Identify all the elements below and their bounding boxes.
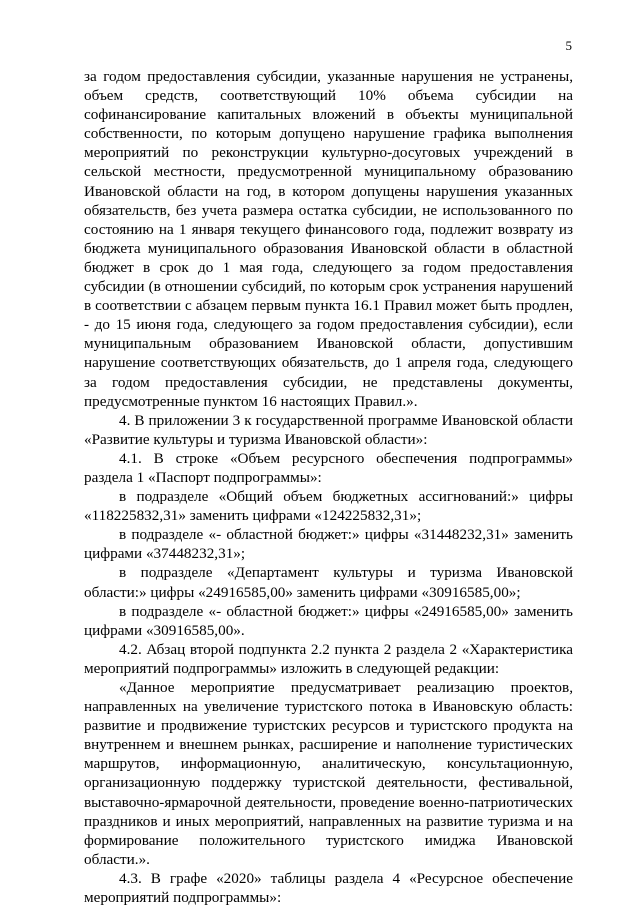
- paragraph-item-4-1: 4.1. В строке «Объем ресурсного обеспечения подпрограммы» раздела 1 «Паспорт подпрограммы»:: [84, 449, 573, 486]
- paragraph-subsection-department: в подразделе «Департамент культуры и туризма Ивановской области:» цифры «24916585,00» заменить цифрами «30916585,00»;: [84, 564, 573, 601]
- paragraph-item-4: 4. В приложении 3 к государственной программе Ивановской области «Развитие культуры и туризма Ивановской области»:: [84, 411, 573, 448]
- document-body: [84, 67, 573, 907]
- paragraph-item-4-3: 4.3. В графе «2020» таблицы раздела 4 «Ресурсное обеспечение мероприятий подпрограммы»:: [84, 869, 573, 907]
- paragraph-new-wording: «Данное мероприятие предусматривает реализацию проектов, направленных на увеличение туристского потока в Ивановскую область: развитие и продвижение туристских ресурсов и туристского продукта на внутреннем и внешнем рынках, расширение и наполнение туристических маршрутов, информационную, аналитическую, консультационную, организационную поддержку туристской деятельности, фестивальной, выставочно-ярмарочной деятельности, проведение военно-патриотических праздников и иных мероприятий, направленных на развитие туризма и на формирование положительного туристского имиджа Ивановской области.».: [84, 679, 573, 868]
- paragraph-subsection-regional-budget-2: в подразделе «- областной бюджет:» цифры «24916585,00» заменить цифрами «30916585,00».: [84, 602, 573, 639]
- paragraph-subsection-regional-budget: в подразделе «- областной бюджет:» цифры «31448232,31» заменить цифрами «37448232,31»;: [84, 526, 573, 563]
- paragraph-continuation: за годом предоставления субсидии, указанные нарушения не устранены, объем средств, соответствующий 10% объема субсидии на софинансирование капитальных вложений в объекты муниципальной собственности, по которым допущено нарушение графика выполнения мероприятий по реконструкции культурно-досуговых учреждений в сельской местности, предусмотренной муниципальному образованию Ивановской области на год, в котором допущены нарушения указанных обязательств, без учета размера остатка субсидии, не использованного по состоянию на 1 января текущего финансового года, подлежит возврату из бюджета муниципального образования Ивановской области в областной бюджет в срок до 1 мая года, следующего за годом предоставления субсидии (в отношении субсидий, по которым срок устранения нарушений в соответствии с абзацем первым пункта 16.1 Правил может быть продлен, - до 15 июня года, следующего за годом предоставления субсидии), если муниципальным образованием Ивановской области, допустившим нарушение соответствующих обязательств, до 1 апреля года, следующего за годом предоставления субсидии, не представлены документы, предусмотренные пунктом 16 настоящих Правил.».: [84, 68, 573, 410]
- paragraph-subsection-total: в подразделе «Общий объем бюджетных ассигнований:» цифры «118225832,31» заменить цифрами «124225832,31»;: [84, 488, 573, 525]
- page-number: 5: [565, 38, 572, 53]
- paragraph-item-4-2: 4.2. Абзац второй подпункта 2.2 пункта 2 раздела 2 «Характеристика мероприятий подпрограммы» изложить в следующей редакции:: [84, 640, 573, 677]
